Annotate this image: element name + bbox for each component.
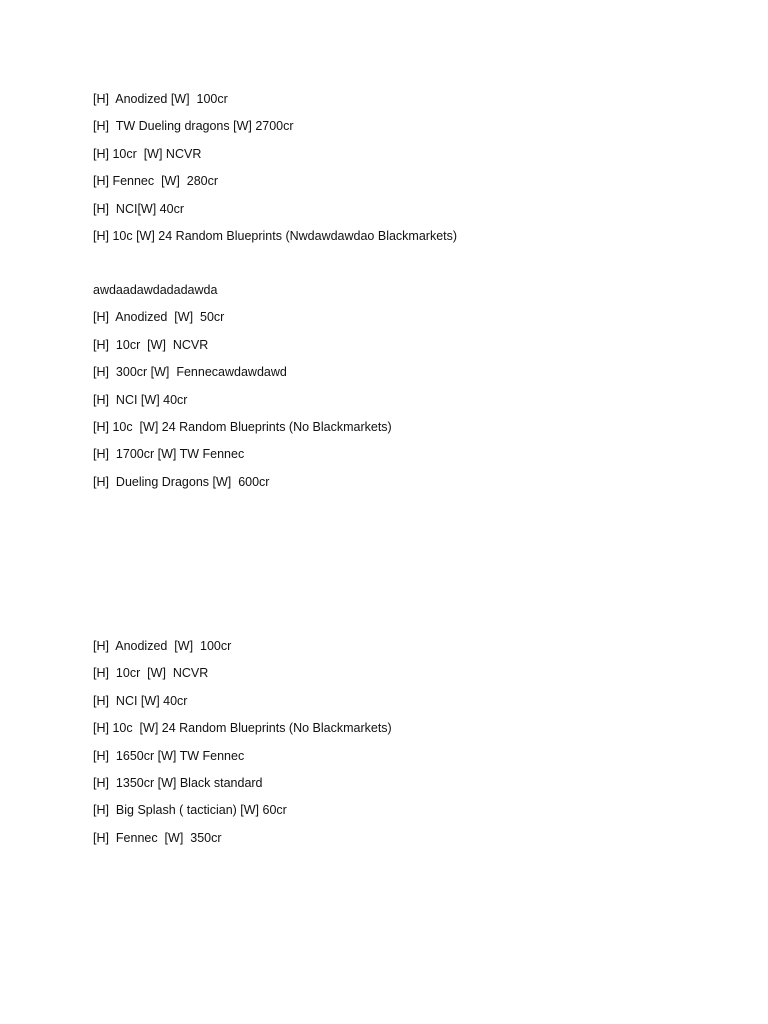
- trade-line: [H] 10cr [W] NCVR: [93, 146, 202, 161]
- trade-line: [H] 10c [W] 24 Random Blueprints (No Blackmarkets): [93, 721, 392, 736]
- trade-line: [H] Anodized [W] 100cr: [93, 639, 232, 653]
- trade-line: [H] 10c [W] 24 Random Blueprints (No Blackmarkets): [93, 419, 392, 434]
- trade-line: [H] Anodized [W] 50cr: [93, 310, 225, 325]
- trade-line: [H] NCI[W] 40cr: [93, 201, 184, 216]
- trade-line: [H] 10cr [W] NCVR: [93, 666, 209, 681]
- trade-line: [H] 1350cr [W] Black standard: [93, 775, 263, 790]
- trade-line: [H] Fennec [W] 350cr: [93, 830, 222, 845]
- trade-line: [H] 1700cr [W] TW Fennec: [93, 447, 245, 462]
- trade-list-section-3: [93, 633, 392, 852]
- trade-line: [H] Anodized [W] 100cr: [93, 92, 228, 106]
- trade-line: [H] 1650cr [W] TW Fennec: [93, 748, 245, 763]
- section-heading: awdaadawdadadawda: [93, 283, 218, 297]
- trade-line: [H] NCI [W] 40cr: [93, 693, 188, 708]
- trade-line: [H] 10c [W] 24 Random Blueprints (Nwdawdawdao Blackmarkets): [93, 228, 458, 243]
- trade-line: [H] TW Dueling dragons [W] 2700cr: [93, 119, 294, 134]
- trade-line: [H] 10cr [W] NCVR: [93, 337, 209, 352]
- trade-line: [H] Fennec [W] 280cr: [93, 174, 219, 189]
- trade-list-section-1: [93, 86, 457, 250]
- trade-line: [H] 300cr [W] Fennecawdawdawd: [93, 365, 287, 380]
- trade-line: [H] Dueling Dragons [W] 600cr: [93, 474, 270, 489]
- trade-list-section-2: [93, 277, 392, 496]
- trade-line: [H] NCI [W] 40cr: [93, 392, 188, 407]
- trade-line: [H] Big Splash ( tactician) [W] 60cr: [93, 803, 287, 818]
